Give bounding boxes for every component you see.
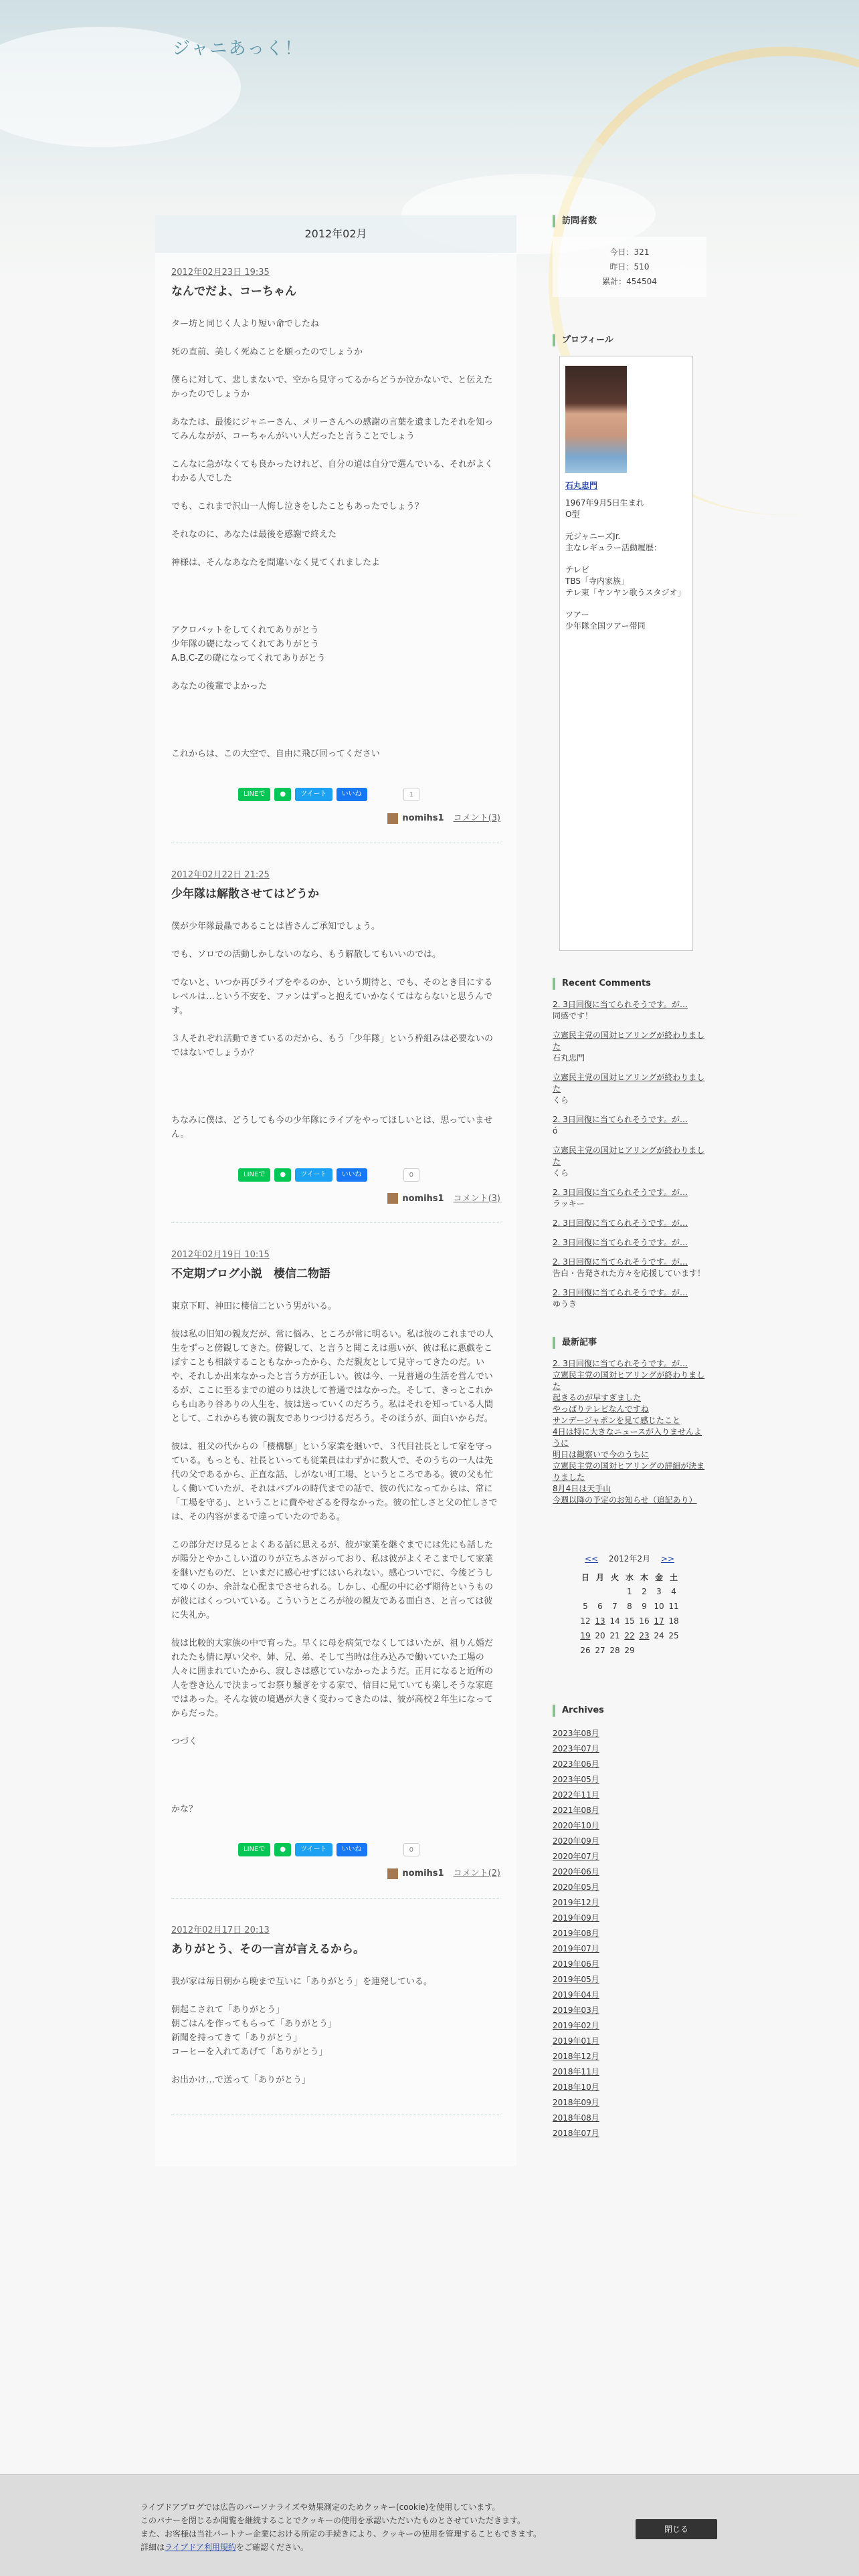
post-paragraph: 神様は、そんなあなたを間違いなく見てくれましたよ [171, 558, 381, 568]
cookie-banner [0, 2474, 859, 2576]
post-title[interactable]: なんでだよ、コーちゃん [171, 285, 296, 298]
post-paragraph: でも、ソロでの活動しかしないのなら、もう解散してもいいのでは。 [171, 949, 442, 960]
recent-comments-list [553, 999, 706, 1310]
archive-month-link[interactable]: 2019年12月 [553, 1898, 599, 1907]
like-button[interactable]: 1 [403, 788, 419, 801]
calendar-day: 7 [612, 1602, 617, 1611]
comment-item [553, 1187, 706, 1210]
calendar-day: 5 [583, 1602, 588, 1611]
post-body [171, 317, 500, 761]
post-paragraph: あなたは、最後にジャニーさん、メリーさんへの感謝の言葉を遺ましたそれを知ってみんながが、コーちゃんがいい人だったと言うことでしょう [171, 417, 494, 441]
chat-share-button[interactable]: ● [274, 788, 291, 801]
calendar-day: 8 [627, 1602, 632, 1611]
visits-total: 累計：454504 [602, 277, 657, 286]
post-meta [171, 1191, 500, 1204]
post-date[interactable]: 2012年02月22日 21:25 [171, 869, 270, 880]
calendar-next-link[interactable]: >> [660, 1554, 675, 1564]
calendar-weekday: 水 [625, 1572, 634, 1582]
article-list [171, 265, 500, 2115]
post-paragraph: 僕らに対して、悲しまないで、空から見守ってるからどうか泣かないで、と伝えたかったのでしょうか [171, 375, 493, 399]
latest-post-link[interactable]: 立憲民主党の国対ヒアリングの詳細が決まりました [553, 1461, 705, 1482]
calendar-day: 29 [624, 1646, 635, 1655]
cookie-line: ライブドアブログでは広告のパーソナライズや効果測定のためクッキー(cookie)を使用しています。 [140, 2502, 500, 2512]
calendar-day: 4 [671, 1587, 676, 1596]
comment-post-link[interactable]: 立憲民主党の国対ヒアリングが終わりました [553, 1146, 705, 1166]
calendar-day: 14 [609, 1616, 620, 1626]
post-paragraph: これからは、この大空で、自由に飛び回ってください [171, 749, 380, 759]
comment-item [553, 1145, 706, 1179]
cookie-text [140, 2500, 622, 2554]
comment-post-link[interactable]: 2. 3日回復に当てられそうです。が… [553, 1288, 688, 1297]
comment-author: くら [553, 1168, 569, 1178]
chat-share-button[interactable]: ● [274, 1168, 291, 1182]
calendar-day [607, 1584, 622, 1599]
comment-item [553, 999, 706, 1022]
post-paragraph: 我が家は毎日朝から晩まで互いに「ありがとう」を連発している。 [171, 1976, 433, 1987]
calendar-weekday: 日 [581, 1572, 589, 1582]
post-paragraph: この部分だけ見るとよくある話に思えるが、彼が家業を継ぐまでには先にも話したが陽分とやかこしい道のりが立ちふさがっており、私は彼がよくそこまでして家業を継いだものだ、といまだに感心せずにはいられない。感心ついでに、今後どうしてゆくのか、余計な心配までさせられる。しかし、心配の中に必ず期待というものが彼にはくっついている。こういうところが彼の親友である面白さ、と言っては彼に失礼か。 [171, 1540, 494, 1620]
latest-post-link[interactable]: 4日は特に大きなニュースが入りませんように [553, 1427, 702, 1448]
archive-month-link[interactable]: 2023年06月 [553, 1759, 599, 1769]
archive-month-link[interactable]: 2019年09月 [553, 1913, 599, 1923]
comments-link[interactable]: コメント(3) [453, 1193, 500, 1204]
post-author[interactable]: nomihs1 [402, 1193, 444, 1204]
calendar-weekday: 金 [654, 1572, 663, 1582]
comment-author: ó [553, 1126, 558, 1136]
widget-title: 最新記事 [553, 1337, 706, 1349]
comment-author: 告白・告発された方々を応援しています！ [553, 1269, 706, 1278]
post-date[interactable]: 2012年02月23日 19:35 [171, 267, 270, 278]
like-button[interactable]: 0 [403, 1843, 419, 1856]
post-paragraph: こんなに急がなくても良かったけれど、自分の道は自分で選んでいる、それがよくわかる人でした [171, 459, 494, 484]
twitter-share-button[interactable]: ツイート [295, 1168, 332, 1182]
calendar-prev-link[interactable]: << [584, 1554, 599, 1564]
latest-post-link[interactable]: やっぱりテレビなんですね [553, 1404, 649, 1414]
calendar-day: 1 [627, 1587, 632, 1596]
archive-month-link[interactable]: 2019年01月 [553, 2036, 599, 2046]
cookie-detail-prefix: 詳細は [140, 2543, 165, 2552]
cookie-detail-suffix: をご確認ください。 [235, 2543, 308, 2552]
comment-post-link[interactable]: 2. 3日回復に当てられそうです。が… [553, 1218, 688, 1228]
sidebar [553, 215, 706, 2168]
calendar-day [578, 1584, 593, 1599]
calendar-day[interactable]: 23 [639, 1631, 650, 1640]
post-body [171, 920, 500, 1142]
line-share-button[interactable]: LINEで [238, 1168, 270, 1182]
calendar-day[interactable]: 17 [654, 1616, 664, 1626]
calendar-day: 18 [668, 1616, 679, 1626]
comment-author: 石丸忠門 [553, 1053, 585, 1063]
main-column [155, 215, 516, 2166]
post-author[interactable]: nomihs1 [402, 813, 444, 823]
archive-month-link[interactable]: 2018年11月 [553, 2067, 599, 2076]
visit-counter [553, 237, 706, 297]
latest-post-link[interactable]: 8月4日は天手山 [553, 1484, 611, 1493]
calendar-day: 6 [597, 1602, 603, 1611]
archive-month-link[interactable]: 2018年08月 [553, 2113, 599, 2123]
share-buttons [238, 788, 500, 801]
post-paragraph: でも、これまで沢山一人悔し泣きをしたこともあったでしょう？ [171, 502, 423, 512]
facebook-like-button[interactable]: いいね [337, 1843, 367, 1856]
post-date[interactable]: 2012年02月17日 20:13 [171, 1925, 270, 1935]
calendar-day: 16 [639, 1616, 650, 1626]
chat-share-button[interactable]: ● [274, 1843, 291, 1856]
terms-link[interactable]: ライブドア利用規約 [165, 2543, 236, 2552]
calendar-day: 11 [668, 1602, 679, 1611]
facebook-like-button[interactable]: いいね [337, 1168, 367, 1182]
calendar-title: 2012年2月 [608, 1554, 651, 1564]
profile-text [565, 498, 687, 632]
article [171, 1247, 500, 1899]
post-paragraph: お出かけ…で送って「ありがとう」 [171, 2074, 311, 2085]
post-paragraph: つづく [171, 1737, 198, 1747]
cookie-line: また、お客様は当社パートナー企業における所定の手続きにより、クッキーの使用を管理することもできます。 [140, 2529, 542, 2539]
latest-post-link[interactable]: 今週以降の予定のお知らせ（追記あり） [553, 1495, 697, 1505]
archive-month-link[interactable]: 2023年05月 [553, 1775, 599, 1784]
profile-born: 1967年9月5日生まれ O型 [565, 498, 644, 519]
comment-post-link[interactable]: 2. 3日回復に当てられそうです。が… [553, 1115, 688, 1124]
calendar-day: 28 [609, 1646, 620, 1655]
author-avatar [387, 813, 398, 824]
post-meta [171, 811, 500, 824]
cookie-line [140, 2541, 622, 2554]
post-paragraph: 朝起こされて「ありがとう」 朝ごはんを作ってもらって「ありがとう」 新聞を持ってきて「ありがとう」 コーヒーを入れてあげて「ありがとう」 [171, 2004, 337, 2057]
archive-month-link[interactable]: 2018年07月 [553, 2129, 599, 2138]
comment-item [553, 1218, 706, 1229]
profile-widget [553, 334, 706, 951]
archive-month-link[interactable]: 2020年09月 [553, 1836, 599, 1846]
post-meta [171, 1866, 500, 1879]
twitter-share-button[interactable]: ツイート [295, 788, 332, 801]
visits-today: 今日：321 [609, 247, 650, 257]
facebook-like-button[interactable]: いいね [337, 788, 367, 801]
archive-month-link[interactable]: 2019年08月 [553, 1929, 599, 1938]
calendar-week [578, 1599, 681, 1614]
post-paragraph: 彼は私の旧知の親友だが、常に悩み、ところが常に明るい。私は彼のこれまでの人生をずっと傍観してきた。傍観して、と言うと聞こえは悪いが、彼は私に悪戯をこぼすことも相談することもなかったから、ただ親友として見守ってきたのだ。いや、それしか出来なかったと言う方が正しい。彼は今、一見普通の生活を営んでいるが、ここに至るまでの道のりは決して普通ではなかった。そして、きっとこれからも山あり谷ありの人生を、彼は送っていくのだろう。私はそれを知っている人間として、これからも彼の親友でありつづけるだろう。そのほうが、面白いからだ。 [171, 1329, 494, 1424]
latest-post-link[interactable]: 明日は観察いで今のうちに [553, 1450, 650, 1459]
line-share-button[interactable]: LINEで [238, 1843, 270, 1856]
twitter-share-button[interactable]: ツイート [295, 1843, 332, 1856]
archive-month-link[interactable]: 2019年02月 [553, 2021, 599, 2030]
post-title[interactable]: ありがとう、その一言が言えるから。 [171, 1942, 365, 1956]
line-share-button[interactable]: LINEで [238, 788, 270, 801]
calendar-day: 24 [654, 1631, 664, 1640]
post-title[interactable]: 少年隊は解散させてはどうか [171, 887, 319, 901]
latest-post-link[interactable]: 立憲民主党の国対ヒアリングが終わりました [553, 1370, 705, 1391]
comment-post-link[interactable]: 立憲民主党の国対ヒアリングが終わりました [553, 1073, 705, 1093]
comment-post-link[interactable]: 立憲民主党の国対ヒアリングが終わりました [553, 1031, 705, 1051]
share-buttons [238, 1168, 500, 1182]
comment-post-link[interactable]: 2. 3日回復に当てられそうです。が… [553, 1000, 688, 1009]
post-paragraph: 彼は比較的大家族の中で育った。早くに母を病気でなくしてはいたが、祖りん婚だれたたも情に厚い父や、姉、兄、弟、そして当時は住み込みで働いていた工場の人々に囲まれていたから、寂しさは感じていなかったようだ。正月になると近所の人を巻き込んで決まってお祭り騒ぎをする家で、信目に見ていても楽しそうな家庭ではあった。そんな彼の境遇が大きく変わってきたのは、彼が高校２年生になってからだった。 [171, 1638, 494, 1719]
post-paragraph: ちなみに僕は、どうしても今の少年隊にライブをやってほしいとは、思っていません。 [171, 1115, 493, 1140]
archive-month-link[interactable]: 2019年07月 [553, 1944, 599, 1953]
article [171, 1923, 500, 2115]
post-paragraph: アクロバットをしてくれてありがとう 少年隊の礎になってくれてありがとう A.B.C-Zの礎になってくれてありがとう [171, 625, 326, 663]
archive-month-link[interactable]: 2021年08月 [553, 1806, 599, 1815]
widget-title: Recent Comments [553, 978, 706, 990]
calendar-day: 20 [595, 1631, 605, 1640]
profile-tour: ツアー 少年隊全国ツアー帯同 [565, 610, 646, 631]
profile-group: 元ジャニーズJr. 主なレギュラー活動履歴： [565, 532, 662, 552]
comment-post-link[interactable]: 2. 3日回復に当てられそうです。が… [553, 1257, 688, 1267]
share-buttons [238, 1843, 500, 1856]
comment-item [553, 1287, 706, 1310]
profile-tv: テレビ TBS「寺内家族」 テレ東「ヤンヤン歌うスタジオ」 [565, 565, 686, 597]
archive-month-link[interactable]: 2019年03月 [553, 2006, 599, 2015]
calendar-week [578, 1628, 681, 1643]
article [171, 265, 500, 843]
post-paragraph: 東京下町、神田に棲信二という男がいる。 [171, 1301, 337, 1311]
calendar-day: 27 [595, 1646, 605, 1655]
post-paragraph: それなのに、あなたは最後を感謝で終えた [171, 530, 337, 540]
profile-photo[interactable] [565, 366, 627, 473]
month-header: 2012年02月 [155, 215, 516, 253]
calendar-week [578, 1643, 681, 1658]
widget-title: Archives [553, 1705, 706, 1717]
archive-month-link[interactable]: 2018年09月 [553, 2098, 599, 2107]
calendar-week [578, 1614, 681, 1628]
latest-post-link[interactable]: 起きるのが早すぎました [553, 1393, 642, 1402]
comment-author: くら [553, 1095, 569, 1105]
comment-post-link[interactable]: 2. 3日回復に当てられそうです。が… [553, 1238, 688, 1247]
like-button[interactable]: 0 [403, 1168, 419, 1182]
post-paragraph: 彼は、祖父の代からの「棲構駆」という家業を継いで、３代目社長として家を守っている。もっとも、社長といっても従業員はわずかに数人で、そのうちの一人は先代の父であるから、正直な話、しがない町工場、というところである。彼の父も忙しく働いていたが、それはバブルの時代までの話で、彼の代になってからは、常に「工場を守る」、ということに費やせざるを得なかった。彼の忙しさと父の忙しさでは、その内容がまるで違っていたのである。 [171, 1442, 498, 1522]
archives-widget [553, 1705, 706, 2141]
calendar-day [637, 1643, 652, 1658]
calendar-day: 25 [668, 1631, 679, 1640]
post-paragraph: でないと、いつか再びライブをやるのか、という期待と、でも、そのとき目にするレベルは…という不安を、ファンはずっと抱えていかなくてはならないと思うんです。 [171, 977, 493, 1016]
calendar-weekday: 木 [640, 1572, 648, 1582]
calendar-day: 2 [642, 1587, 647, 1596]
calendar-nav [553, 1553, 706, 1564]
author-avatar [387, 1868, 398, 1879]
article [171, 867, 500, 1224]
comments-link[interactable]: コメント(2) [453, 1868, 500, 1879]
calendar-day[interactable]: 13 [595, 1616, 605, 1626]
archive-month-link[interactable]: 2019年04月 [553, 1990, 599, 2000]
cookie-line: このバナーを閉じるか閲覧を継続することでクッキーの使用を承認いただいたものとさせていただきます。 [140, 2516, 526, 2525]
calendar-day [593, 1584, 607, 1599]
archive-month-link[interactable]: 2019年06月 [553, 1959, 599, 1969]
profile-name[interactable]: 石丸忠門 [565, 481, 598, 490]
archives-list [553, 1726, 706, 2141]
calendar-weekday: 土 [669, 1572, 678, 1582]
calendar-day [666, 1643, 681, 1658]
comment-item [553, 1257, 706, 1279]
calendar-day: 21 [609, 1631, 620, 1640]
post-paragraph: ター坊と同じく人より短い命でしたね [171, 319, 320, 329]
post-paragraph: 僕が少年隊最贔であることは皆さんご承知でしょう。 [171, 921, 381, 932]
comment-item [553, 1072, 706, 1106]
latest-posts-widget [553, 1337, 706, 1506]
calendar-weekday-row [578, 1570, 681, 1584]
latest-posts-list [553, 1358, 706, 1506]
cookie-close-button[interactable]: 閉じる [636, 2519, 717, 2539]
calendar-day: 3 [656, 1587, 662, 1596]
calendar-day: 26 [580, 1646, 591, 1655]
calendar-weekday: 火 [610, 1572, 619, 1582]
post-paragraph: ３人それぞれ活動できているのだから、もう「少年隊」という枠組みは必要ないのではないでしょうか？ [171, 1033, 494, 1058]
archive-month-link[interactable]: 2020年10月 [553, 1821, 599, 1830]
visits-widget [553, 215, 706, 297]
comment-author: 同感です！ [553, 1011, 593, 1021]
site-title[interactable]: ジャニあっく！ [173, 39, 304, 59]
post-body [171, 1975, 500, 2087]
comments-link[interactable]: コメント(3) [453, 813, 500, 823]
archive-month-link[interactable]: 2023年08月 [553, 1729, 599, 1738]
comment-author: ゆうき [553, 1299, 577, 1309]
comment-item [553, 1114, 706, 1137]
calendar-weekday: 月 [595, 1572, 604, 1582]
archive-month-link[interactable]: 2018年10月 [553, 2082, 599, 2092]
post-date[interactable]: 2012年02月19日 10:15 [171, 1250, 270, 1260]
post-paragraph: 死の直前、美しく死ぬことを願ったのでしょうか [171, 347, 363, 357]
archive-month-link[interactable]: 2018年12月 [553, 2052, 599, 2061]
calendar-day: 9 [642, 1602, 647, 1611]
widget-title: プロフィール [553, 334, 706, 346]
calendar-week [578, 1584, 681, 1599]
post-author[interactable]: nomihs1 [402, 1868, 444, 1879]
comment-item [553, 1030, 706, 1064]
recent-comments-widget [553, 978, 706, 1310]
post-paragraph: かな？ [171, 1804, 198, 1814]
calendar-widget [553, 1553, 706, 1658]
archive-month-link[interactable]: 2020年07月 [553, 1852, 599, 1861]
archive-month-link[interactable]: 2020年06月 [553, 1867, 599, 1876]
latest-post-link[interactable]: 2. 3日回復に当てられそうです。が… [553, 1359, 688, 1368]
calendar-day[interactable]: 22 [624, 1631, 635, 1640]
comment-post-link[interactable]: 2. 3日回復に当てられそうです。が… [553, 1188, 688, 1197]
latest-post-link[interactable]: サンデージャポンを見て感じたこと [553, 1416, 680, 1425]
archive-month-link[interactable]: 2022年11月 [553, 1790, 599, 1800]
archive-month-link[interactable]: 2023年07月 [553, 1744, 599, 1753]
visits-yesterday: 昨日：510 [609, 262, 650, 272]
comment-author: ラッキー [553, 1199, 585, 1208]
widget-title: 訪問者数 [553, 215, 706, 227]
calendar-day: 12 [580, 1616, 591, 1626]
author-avatar [387, 1193, 398, 1204]
calendar-day: 10 [654, 1602, 664, 1611]
calendar-table [578, 1570, 681, 1658]
profile-box [559, 356, 693, 951]
archive-month-link[interactable]: 2020年05月 [553, 1883, 599, 1892]
calendar-day [652, 1643, 666, 1658]
archive-month-link[interactable]: 2019年05月 [553, 1975, 599, 1984]
post-title[interactable]: 不定期ブログ小説 棲信二物語 [171, 1267, 330, 1281]
comment-item [553, 1237, 706, 1249]
calendar-day: 15 [624, 1616, 635, 1626]
calendar-day[interactable]: 19 [580, 1631, 591, 1640]
post-body [171, 1299, 500, 1816]
post-paragraph: あなたの後輩でよかった [171, 681, 268, 691]
